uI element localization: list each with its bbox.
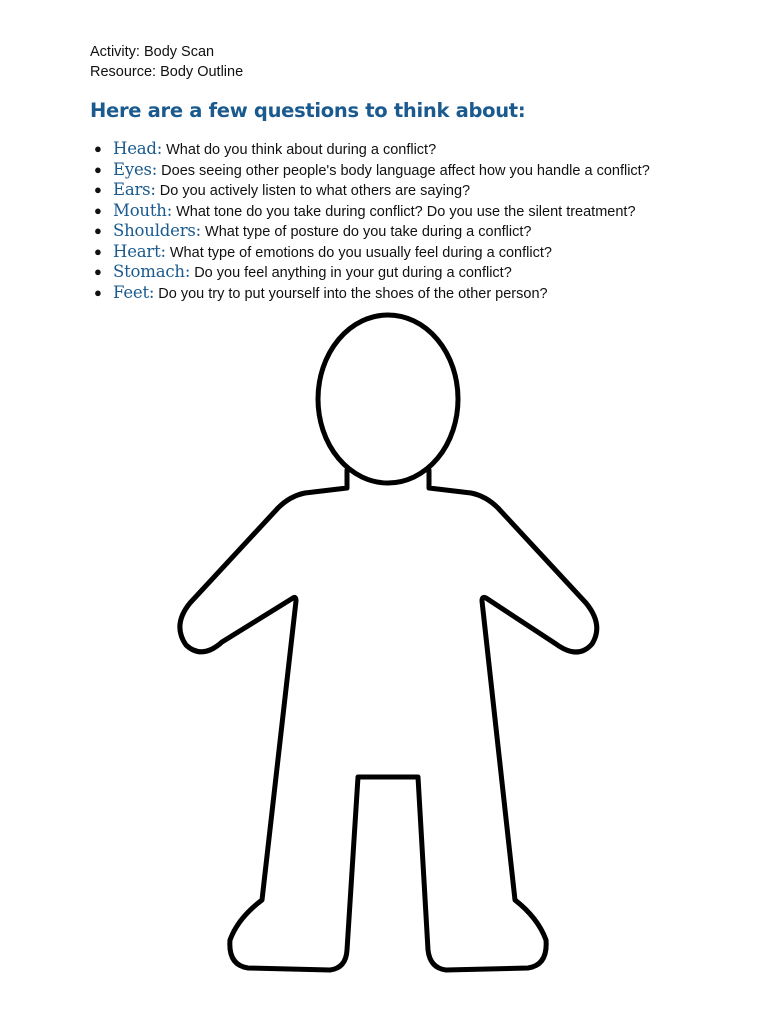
resource-line: Resource: Body Outline (90, 63, 244, 80)
bullet-dot-icon: ● (94, 243, 102, 259)
question-term: Head: (113, 139, 163, 158)
question-text: Do you actively listen to what others are saying? (159, 183, 471, 199)
bullet-dot-icon: ● (94, 223, 102, 238)
question-text: What type of posture do you take during a conflict? (205, 224, 532, 240)
question-text: Does seeing other people's body language affect how you handle a conflict? (161, 162, 650, 179)
question-term: Stomach: (113, 262, 191, 281)
question-term: Heart: (113, 241, 166, 261)
question-text: Do you try to put yourself into the shoes of the other person? (158, 285, 548, 302)
bullet-dot-icon: ● (94, 182, 102, 197)
question-text: Do you feel anything in your gut during a conflict? (194, 265, 512, 281)
activity-line: Activity: Body Scan (90, 44, 215, 60)
questions-heading: Here are a few questions to think about: (90, 99, 526, 122)
bullet-dot-icon: ● (94, 202, 102, 218)
body-outline-head (318, 315, 458, 483)
bullet-dot-icon: ● (94, 284, 102, 300)
question-term: Mouth: (113, 200, 173, 220)
bullet-dot-icon: ● (94, 161, 102, 177)
question-term: Eyes: (113, 159, 158, 179)
bullet-dot-icon: ● (94, 264, 102, 279)
question-term: Feet: (113, 282, 155, 302)
question-term: Ears: (113, 180, 156, 199)
question-text: What tone do you take during conflict? Do you use the silent treatment? (176, 203, 636, 220)
body-outline-torso (180, 470, 597, 970)
question-text: What type of emotions do you usually feel during a conflict? (169, 244, 552, 261)
question-term: Shoulders: (113, 221, 202, 240)
question-text: What do you think about during a conflict? (166, 142, 437, 158)
bullet-dot-icon: ● (94, 141, 102, 156)
